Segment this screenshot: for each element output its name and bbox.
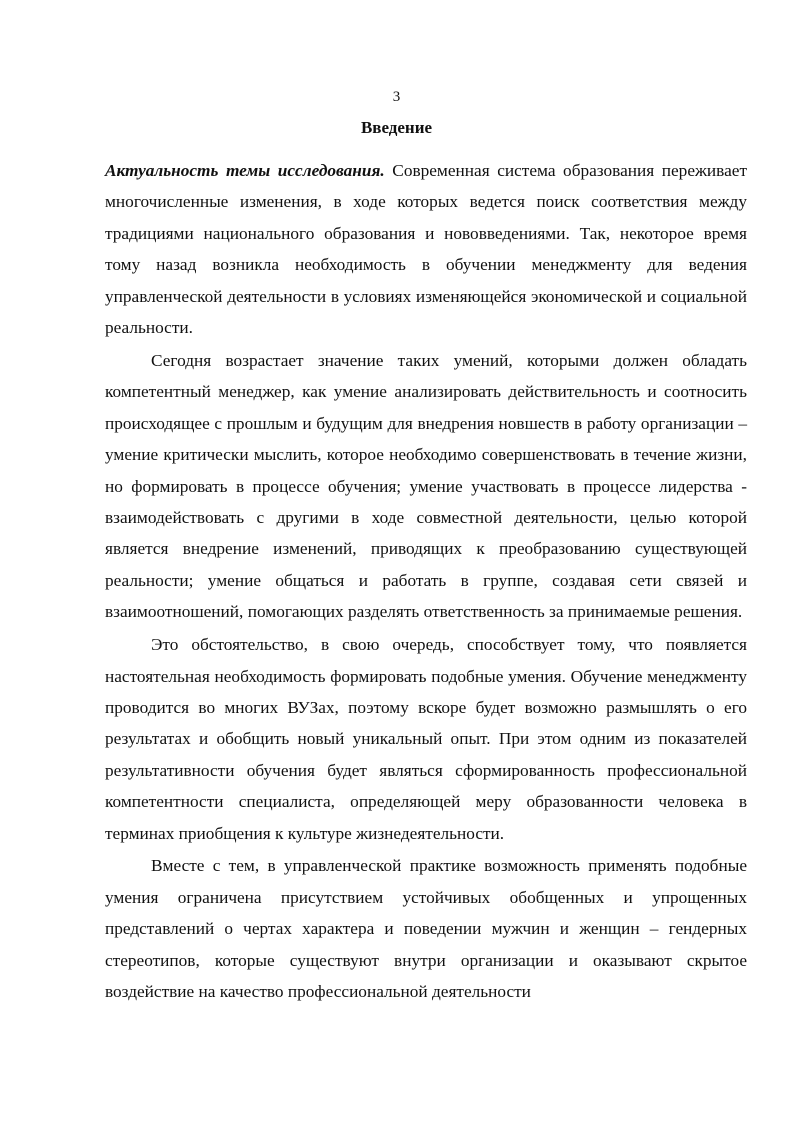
paragraph-lead: Актуальность темы исследования. (105, 161, 385, 180)
paragraph-stereotypes: Вместе с тем, в управленческой практике возможность применять подобные умения ограничена присутствием устойчивых обобщенных и упрощенных представлений о чертах характера и поведении мужчин и женщин – гендерных стереотипов, которые существуют внутри организации и оказывают скрытое воздействие на качество профессиональной деятельности (105, 856, 747, 1002)
section-title: Введение (360, 118, 433, 137)
paragraph-relevance (105, 155, 747, 343)
page-number: 3 (392, 89, 401, 105)
paragraph-text: Современная система образования переживает многочисленные изменения, в ходе которых ведется поиск соответствия между традициями национального образования и нововведениями. Так, некоторое время тому назад возникла необходимость в обучении менеджменту для ведения управленческой деятельности в условиях изменяющейся экономической и социальной реальности. (105, 161, 747, 338)
body-text (105, 155, 747, 1009)
paragraph-circumstance: Это обстоятельство, в свою очередь, способствует тому, что появляется настоятельная необходимость формировать подобные умения. Обучение менеджменту проводится во многих ВУЗах, поэтому вскоре будет возможно размышлять о его результатах и обобщить новый уникальный опыт. При этом одним из показателей результативности обучения будет являться сформированность профессиональной компетентности специалиста, определяющей меру образованности человека в терминах приобщения к культуре жизнедеятельности. (105, 635, 747, 843)
paragraph-skills: Сегодня возрастает значение таких умений, которыми должен обладать компетентный менеджер, как умение анализировать действительность и соотносить происходящее с прошлым и будущим для внедрения новшеств в работу организации – умение критически мыслить, которое необходимо совершенствовать в течение жизни, но формировать в процессе обучения; умение участвовать в процессе лидерства - взаимодействовать с другими в ходе совместной деятельности, целью которой является внедрение изменений, приводящих к преобразованию существующей реальности; умение общаться и работать в группе, создавая сети связей и взаимоотношений, помогающих разделять ответственность за принимаемые решения. (105, 350, 747, 622)
